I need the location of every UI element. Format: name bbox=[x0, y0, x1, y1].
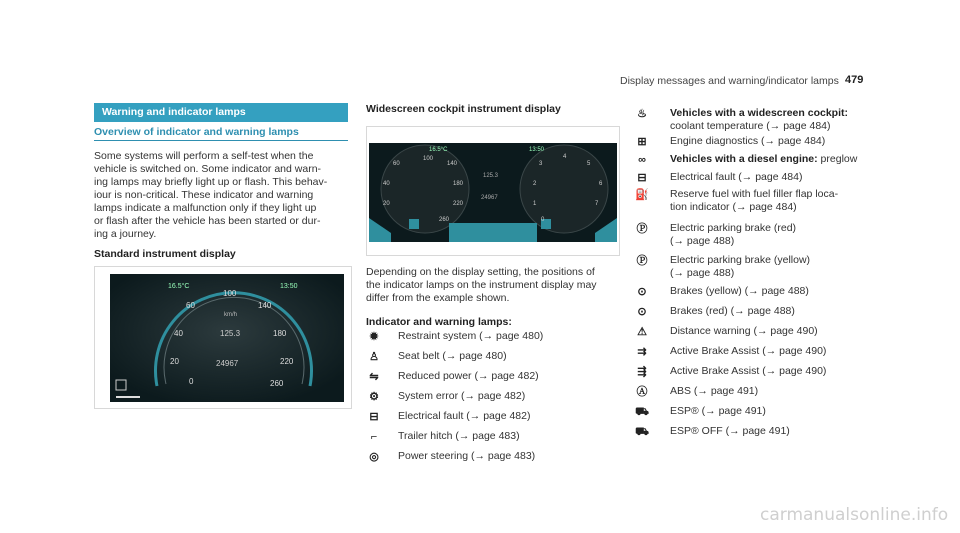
lamp-text: Active Brake Assist (→ page 490) bbox=[670, 365, 827, 377]
std-tick-60: 60 bbox=[186, 301, 195, 310]
lamp-condition: Vehicles with a diesel engine: bbox=[670, 153, 818, 165]
lamp-text: Electrical fault (→ page 482) bbox=[398, 410, 531, 422]
wide-odo: 24967 bbox=[481, 195, 498, 201]
section-title: Warning and indicator lamps bbox=[94, 103, 348, 122]
lamp-condition: Vehicles with a widescreen cockpit: bbox=[670, 107, 848, 119]
lamp-text: Electric parking brake (red) (→ page 488) bbox=[670, 222, 797, 247]
lamp-description bbox=[670, 254, 810, 279]
svg-text:20: 20 bbox=[383, 201, 390, 207]
brake-assist-icon: ⇉ bbox=[637, 346, 647, 358]
std-tick-40: 40 bbox=[174, 329, 183, 338]
svg-text:5: 5 bbox=[587, 161, 591, 167]
system-error-icon: ⚙ bbox=[369, 391, 379, 403]
coolant-icon: ♨ bbox=[637, 108, 647, 120]
lamp-text: Active Brake Assist (→ page 490) bbox=[670, 345, 827, 357]
svg-text:180: 180 bbox=[453, 181, 464, 187]
lamp-text: Distance warning (→ page 490) bbox=[670, 325, 818, 337]
lamps-heading: Indicator and warning lamps: bbox=[366, 316, 512, 328]
wide-trip: 125.3 bbox=[483, 173, 499, 179]
page-number: 479 bbox=[845, 74, 864, 86]
seatbelt-icon: ♙ bbox=[369, 351, 379, 363]
lamp-text: ABS (→ page 491) bbox=[670, 385, 759, 397]
lamp-description bbox=[398, 390, 525, 403]
power-steering-icon: ◎ bbox=[369, 451, 379, 463]
battery-icon: ⊟ bbox=[369, 411, 379, 423]
std-odo: 24967 bbox=[216, 359, 239, 368]
lamp-description bbox=[670, 285, 809, 298]
lamp-text: Electric parking brake (yellow) (→ page 488) bbox=[670, 254, 811, 279]
subsection-title: Overview of indicator and warning lamps bbox=[94, 126, 348, 141]
brakes-yellow-icon: ⊙ bbox=[637, 286, 647, 298]
brakes-red-icon: ⊙ bbox=[637, 306, 647, 318]
svg-text:4: 4 bbox=[563, 154, 567, 160]
lamp-text: Brakes (red) (→ page 488) bbox=[670, 305, 795, 317]
preglow-icon: ∞ bbox=[638, 154, 646, 166]
wide-time: 13:50 bbox=[529, 147, 545, 153]
lamp-description bbox=[670, 135, 825, 148]
widescreen-heading: Widescreen cockpit instrument display bbox=[366, 103, 561, 115]
reduced-power-icon: ⇋ bbox=[369, 371, 379, 383]
lamp-description bbox=[670, 107, 848, 132]
watermark: carmanualsonline.info bbox=[760, 505, 949, 525]
distance-warning-icon: ⚠ bbox=[637, 326, 647, 338]
intro-paragraph: Some systems will perform a self-test when the vehicle is switched on. Some indicator and warn- ing lamps may briefly light up or flash. This behav- iour is non-critical. These indicator and warning lamps indicate a malfunction only if they light up or flash after the vehicle has been started or dur- ing a journey. bbox=[94, 150, 328, 240]
lamp-description bbox=[670, 425, 790, 438]
abs-icon: Ⓐ bbox=[636, 386, 648, 398]
fuel-icon: ⛽ bbox=[635, 189, 649, 201]
std-tick-20: 20 bbox=[170, 357, 179, 366]
lamp-text: Restraint system (→ page 480) bbox=[398, 330, 544, 342]
lamp-description bbox=[670, 385, 758, 398]
lamp-text: Engine diagnostics (→ page 484) bbox=[670, 135, 826, 147]
std-time: 13:50 bbox=[280, 283, 298, 290]
lamp-description bbox=[670, 305, 795, 318]
esp-icon: ⛟ bbox=[635, 406, 649, 418]
svg-text:140: 140 bbox=[447, 161, 458, 167]
std-unit: km/h bbox=[224, 312, 238, 318]
battery-icon: ⊟ bbox=[637, 172, 647, 184]
lamp-text: Seat belt (→ page 480) bbox=[398, 350, 507, 362]
lamp-text: System error (→ page 482) bbox=[398, 390, 526, 402]
svg-text:3: 3 bbox=[539, 161, 543, 167]
std-temp: 16.5°C bbox=[168, 283, 190, 290]
std-tick-180: 180 bbox=[273, 329, 287, 338]
svg-text:60: 60 bbox=[393, 161, 400, 167]
lamp-description bbox=[398, 450, 535, 463]
standard-display-heading: Standard instrument display bbox=[94, 248, 236, 260]
lamp-text: ESP® (→ page 491) bbox=[670, 405, 766, 417]
std-tick-100: 100 bbox=[223, 289, 237, 298]
lamp-text: Reduced power (→ page 482) bbox=[398, 370, 539, 382]
engine-icon: ⊞ bbox=[637, 136, 647, 148]
lamp-description bbox=[670, 171, 802, 184]
svg-text:7: 7 bbox=[595, 201, 599, 207]
std-tick-140: 140 bbox=[258, 301, 272, 310]
parking-brake-yellow-icon: Ⓟ bbox=[636, 255, 648, 267]
std-trip: 125.3 bbox=[220, 329, 241, 338]
running-header: Display messages and warning/indicator lamps bbox=[620, 75, 839, 87]
lamp-text: Trailer hitch (→ page 483) bbox=[398, 430, 520, 442]
std-tick-220: 220 bbox=[280, 357, 294, 366]
lamp-description bbox=[398, 410, 530, 423]
svg-text:220: 220 bbox=[453, 201, 464, 207]
lamp-description bbox=[670, 188, 838, 213]
widescreen-cluster-image bbox=[369, 143, 617, 242]
standard-display-figure bbox=[94, 266, 352, 409]
lamp-text: Electrical fault (→ page 484) bbox=[670, 171, 803, 183]
lamp-description bbox=[398, 350, 507, 363]
lamp-text: Power steering (→ page 483) bbox=[398, 450, 536, 462]
standard-cluster-image bbox=[110, 274, 344, 402]
svg-text:0: 0 bbox=[541, 217, 545, 223]
esp-off-icon: ⛟ bbox=[635, 426, 649, 438]
std-tick-0: 0 bbox=[189, 377, 194, 386]
lamp-description bbox=[670, 405, 766, 418]
wide-temp: 16.5°C bbox=[429, 147, 448, 153]
lamp-description bbox=[398, 430, 520, 443]
svg-text:6: 6 bbox=[599, 181, 603, 187]
svg-text:2: 2 bbox=[533, 181, 537, 187]
wide-left-lamp bbox=[409, 219, 419, 229]
lamp-description bbox=[670, 153, 857, 166]
lamp-text: Brakes (yellow) (→ page 488) bbox=[670, 285, 809, 297]
lamp-description bbox=[670, 365, 826, 378]
widescreen-description: Depending on the display setting, the positions of the indicator lamps on the instrument display may differ from the example shown. bbox=[366, 266, 597, 304]
lamp-description bbox=[398, 330, 543, 343]
svg-text:40: 40 bbox=[383, 181, 390, 187]
lamp-text: coolant temperature (→ page 484) bbox=[670, 119, 831, 132]
lamp-description bbox=[670, 222, 796, 247]
lamp-description bbox=[670, 325, 818, 338]
brake-assist-off-icon: ⇶ bbox=[637, 366, 647, 378]
widescreen-display-figure bbox=[366, 126, 620, 256]
parking-brake-red-icon: Ⓟ bbox=[636, 223, 648, 235]
svg-text:100: 100 bbox=[423, 156, 434, 162]
trailer-hitch-icon: ⌐ bbox=[370, 431, 378, 443]
svg-text:260: 260 bbox=[439, 217, 450, 223]
lamp-description bbox=[398, 370, 539, 383]
lamp-text: Reserve fuel with fuel filler flap loca- tion indicator (→ page 484) bbox=[670, 188, 839, 213]
svg-text:1: 1 bbox=[533, 201, 537, 207]
airbag-icon: ✹ bbox=[369, 331, 379, 343]
std-tick-260: 260 bbox=[270, 379, 284, 388]
lamp-description bbox=[670, 345, 826, 358]
lamp-text: preglow bbox=[817, 153, 858, 165]
lamp-text: ESP® OFF (→ page 491) bbox=[670, 425, 790, 437]
